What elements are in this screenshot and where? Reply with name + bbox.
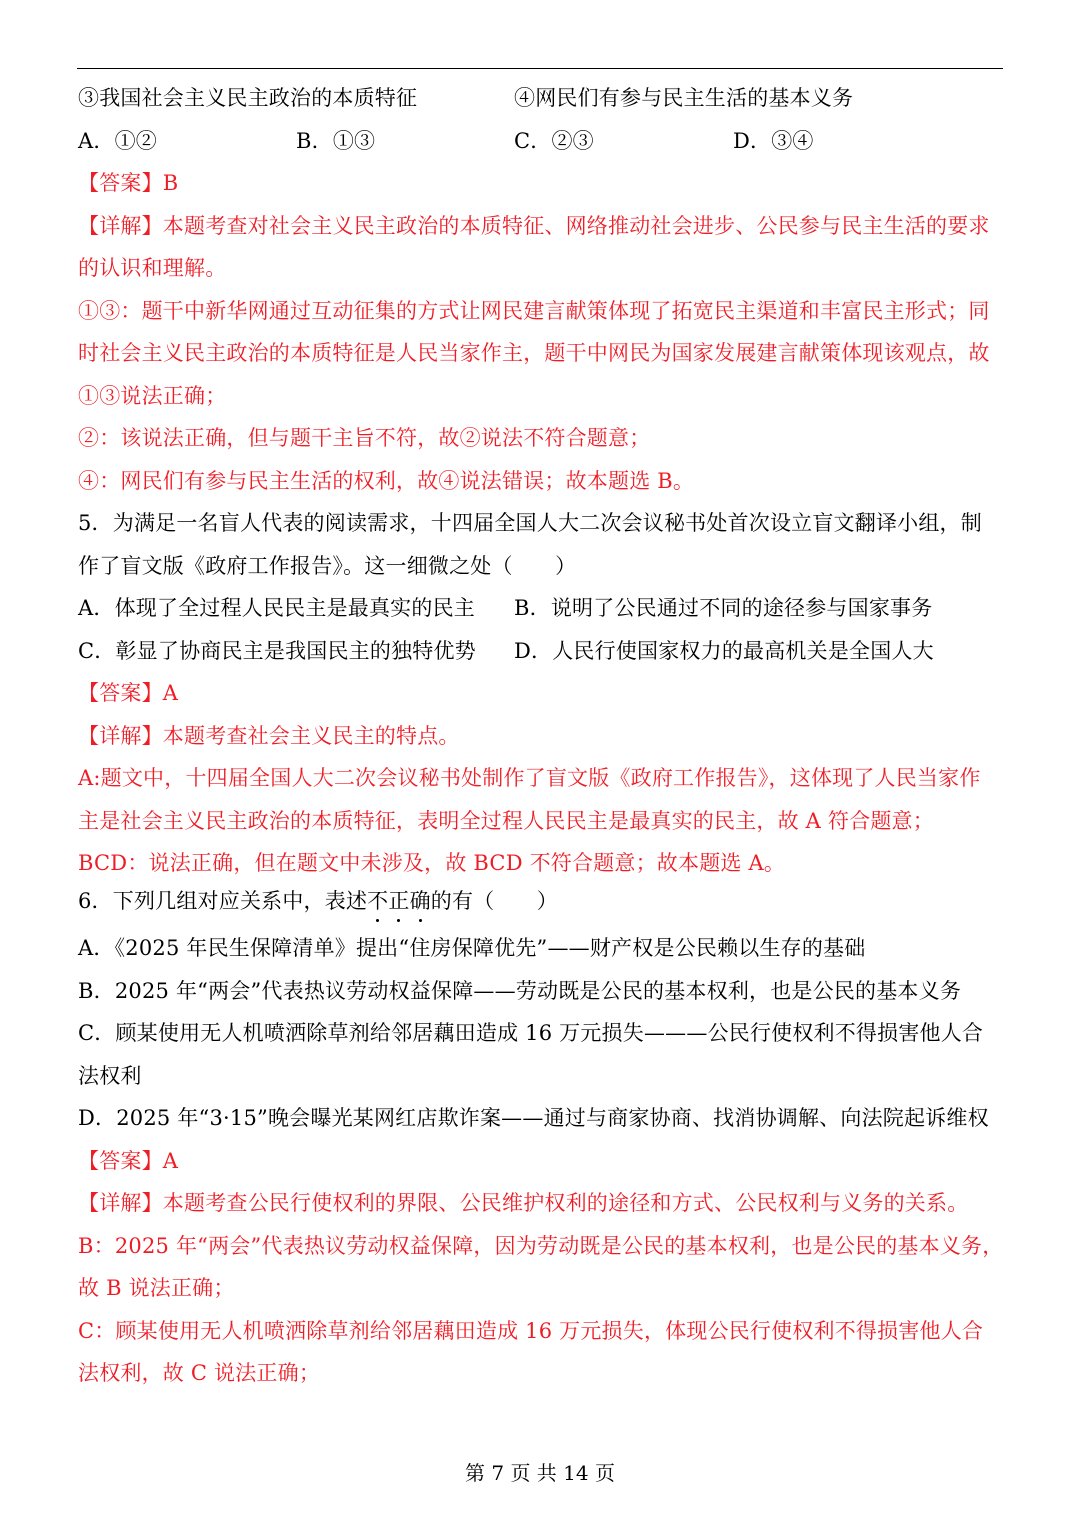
q4-detail-line: ④：网民们有参与民主生活的权利，故④说法错误；故本题选 B。 bbox=[78, 469, 695, 493]
q6-answer: 【答案】A bbox=[78, 1149, 179, 1173]
q6-detail-line: 故 B 说法正确； bbox=[78, 1276, 235, 1300]
q5-option-b: B．说明了公民通过不同的途径参与国家事务 bbox=[514, 596, 933, 620]
q5-option-a: A．体现了全过程人民民主是最真实的民主 bbox=[78, 596, 475, 620]
q4-detail-line: ①③说法正确； bbox=[78, 384, 227, 408]
q5-detail-line: 【详解】本题考查社会主义民主的特点。 bbox=[78, 724, 460, 748]
q5-detail-line: A:题文中，十四届全国人大二次会议秘书处制作了盲文版《政府工作报告》，这体现了人民当家作 bbox=[78, 766, 981, 790]
q6-option-d: D．2025 年“3·15”晚会曝光某网红店欺诈案——通过与商家协商、找消协调解、向法院起诉维权 bbox=[78, 1106, 989, 1130]
q4-detail-line: 的认识和理解。 bbox=[78, 256, 227, 280]
q4-statement-4: ④网民们有参与民主生活的基本义务 bbox=[514, 86, 854, 110]
q6-stem-text: 的有（ ） bbox=[430, 889, 558, 913]
q4-detail-line: 时社会主义民主政治的本质特征是人民当家作主，题干中网民为国家发展建言献策体现该观点，故 bbox=[78, 341, 990, 365]
q6-emphasis-char: 不 bbox=[367, 886, 388, 916]
q4-option-d: D．③④ bbox=[733, 129, 814, 153]
page-footer: 第 7 页 共 14 页 bbox=[465, 1461, 615, 1485]
q6-detail-line: 法权利，故 C 说法正确； bbox=[78, 1361, 321, 1385]
q5-option-d: D．人民行使国家权力的最高机关是全国人大 bbox=[514, 639, 934, 663]
q6-option-c: C．顾某使用无人机喷洒除草剂给邻居藕田造成 16 万元损失———公民行使权利不得损害他人合 bbox=[78, 1021, 984, 1045]
q4-detail-line: ①③：题干中新华网通过互动征集的方式让网民建言献策体现了拓宽民主渠道和丰富民主形式；同 bbox=[78, 299, 990, 323]
q4-option-c: C．②③ bbox=[514, 129, 594, 153]
q6-emphasis-char: 正 bbox=[388, 886, 409, 916]
q6-option-a: A．《2025 年民生保障清单》提出“住房保障优先”——财产权是公民赖以生存的基础 bbox=[78, 936, 866, 960]
q5-detail-line: 主是社会主义民主政治的本质特征，表明全过程人民民主是最真实的民主，故 A 符合题意； bbox=[78, 809, 934, 833]
q5-stem-line: 作了盲文版《政府工作报告》。这一细微之处（ ） bbox=[78, 554, 577, 578]
q4-option-b: B．①③ bbox=[296, 129, 376, 153]
q6-emphasis-char: 确 bbox=[410, 886, 431, 916]
q6-stem-text: 6．下列几组对应关系中，表述 bbox=[78, 889, 368, 913]
q6-stem bbox=[78, 886, 1008, 916]
q4-detail-line: 【详解】本题考查对社会主义民主政治的本质特征、网络推动社会进步、公民参与民主生活的要求 bbox=[78, 214, 990, 238]
q6-option-b: B．2025 年“两会”代表热议劳动权益保障——劳动既是公民的基本权利，也是公民的基本义务 bbox=[78, 979, 962, 1003]
q4-option-a: A．①② bbox=[78, 129, 157, 153]
q6-detail-line: 【详解】本题考查公民行使权利的界限、公民维护权利的途径和方式、公民权利与义务的关系。 bbox=[78, 1191, 969, 1215]
q5-answer: 【答案】A bbox=[78, 681, 179, 705]
q6-option-c-continued: 法权利 bbox=[78, 1064, 142, 1088]
q4-statement-3: ③我国社会主义民主政治的本质特征 bbox=[78, 86, 418, 110]
q5-detail-line: BCD：说法正确，但在题文中未涉及，故 BCD 不符合题意；故本题选 A。 bbox=[78, 851, 786, 875]
q6-detail-line: B：2025 年“两会”代表热议劳动权益保障，因为劳动既是公民的基本权利，也是公民的基本义务， bbox=[78, 1234, 1004, 1258]
q4-detail-line: ②：该说法正确，但与题干主旨不符，故②说法不符合题意； bbox=[78, 426, 651, 450]
header-rule bbox=[77, 68, 1003, 69]
q5-stem-line: 5．为满足一名盲人代表的阅读需求，十四届全国人大二次会议秘书处首次设立盲文翻译小组，制 bbox=[78, 511, 982, 535]
q5-option-c: C．彰显了协商民主是我国民主的独特优势 bbox=[78, 639, 476, 663]
q6-detail-line: C：顾某使用无人机喷洒除草剂给邻居藕田造成 16 万元损失，体现公民行使权利不得损害他人合 bbox=[78, 1319, 984, 1343]
q4-answer: 【答案】B bbox=[78, 171, 179, 195]
